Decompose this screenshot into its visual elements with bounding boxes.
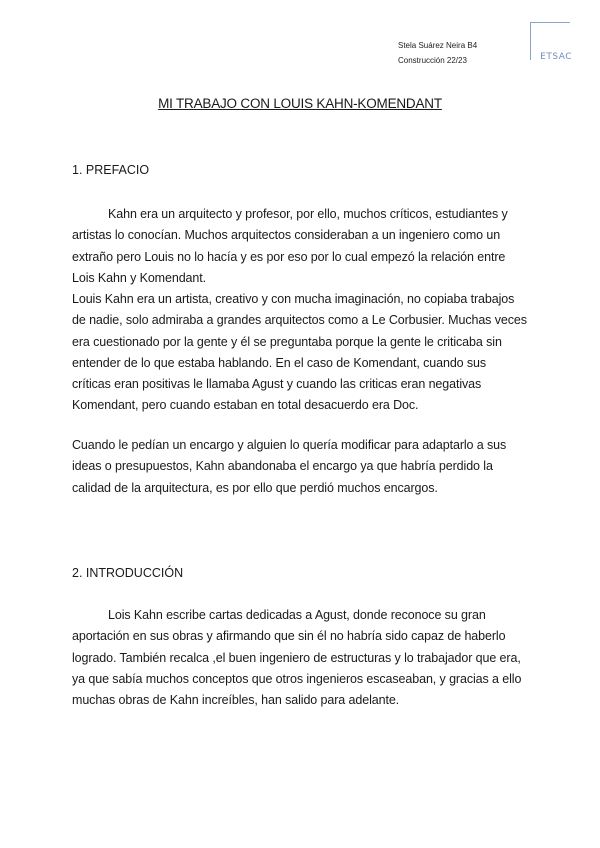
author-line: Stela Suárez Neira B4 xyxy=(398,41,478,50)
page-title: MI TRABAJO CON LOUIS KAHN-KOMENDANT xyxy=(158,96,442,111)
paragraph: Kahn era un arquitecto y profesor, por ello, muchos críticos, estudiantes y artistas lo conocían. Muchos arquitectos consideraban a un ingeniero como un extraño pero Louis no lo hacía y es por eso por lo cual empezó la relación entre Lois Kahn y Komendant. xyxy=(72,207,508,285)
paragraph: Louis Kahn era un artista, creativo y con mucha imaginación, no copiaba trabajos de nadie, solo admiraba a grandes arquitectos como a Le Corbusier. Muchas veces era cuestionado por la gente y él se preguntaba porque la gente le criticaba sin entender de lo que estaba hablando. En el caso de Komendant, cuando sus críticas eran positivas le llamaba Agust y cuando las criticas eran negativas Komendant, pero cuando estaban en total desacuerdo era Doc. xyxy=(72,292,527,413)
section-heading-introduccion: 2. INTRODUCCIÓN xyxy=(72,566,184,580)
paragraph: Lois Kahn escribe cartas dedicadas a Agust, donde reconoce su gran aportación en sus obras y afirmando que sin él no habría sido capaz de haberlo logrado. También recalca ,el buen ingeniero de estructuras y lo trabajador que era, ya que sabía muchos conceptos que otros ingenieros escaseaban, y gracias a ello muchas obras de Kahn increíbles, han salido para adelante. xyxy=(72,608,522,708)
paragraph: Cuando le pedían un encargo y alguien lo quería modificar para adaptarlo a sus ideas o presupuestos, Kahn abandonaba el encargo ya que habría perdido la calidad de la arquitectura, es por ello que perdió muchos encargos. xyxy=(72,438,507,495)
logo xyxy=(530,22,570,60)
logo-text: ETSAC xyxy=(540,52,572,62)
header-info xyxy=(398,38,477,68)
section-heading-prefacio: 1. PREFACIO xyxy=(72,163,150,177)
course-line: Construcción 22/23 xyxy=(398,56,467,65)
